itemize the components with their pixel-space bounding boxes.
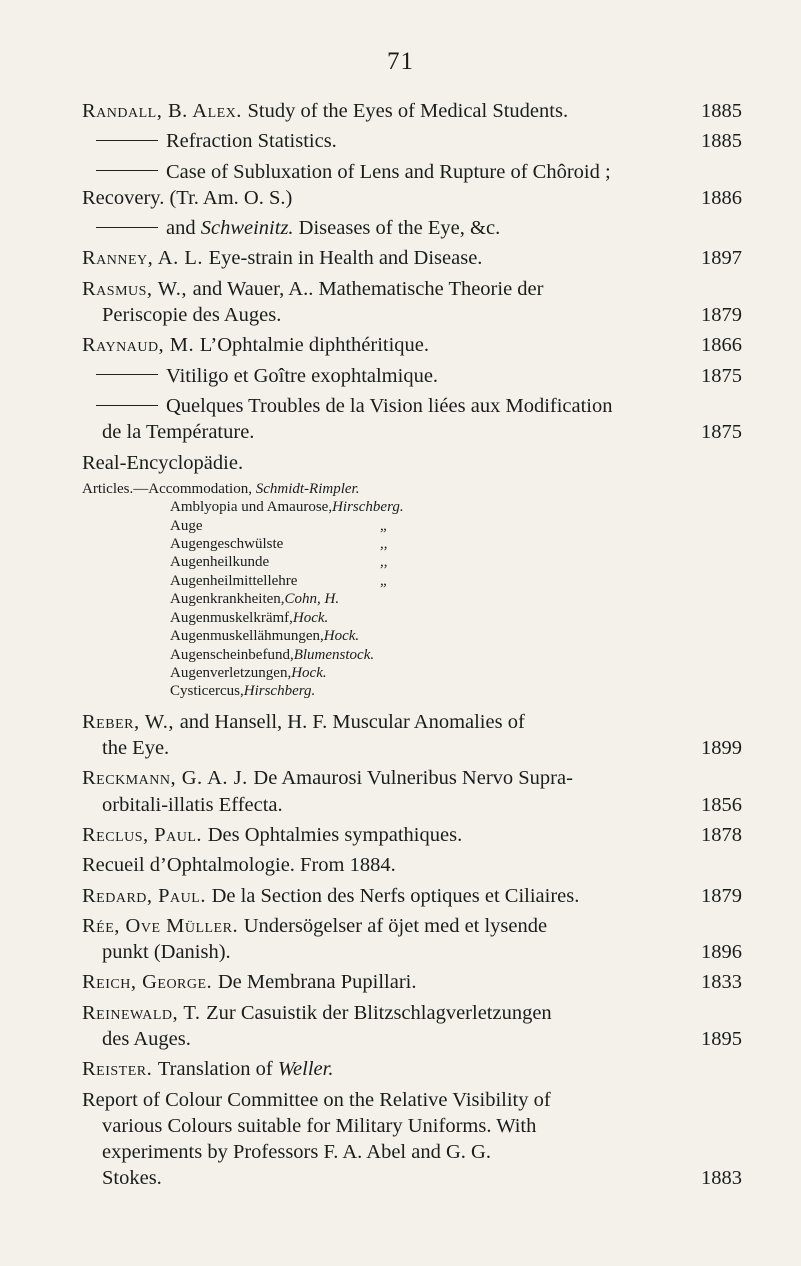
article-author: Hock. [292,609,329,626]
entry-text [102,302,691,328]
entry-line [82,735,742,761]
entry-title: and Hansell, H. F. Muscular Anomalies of [179,710,525,733]
entry-year: 1875 [701,421,742,444]
article-author: Hirschberg. [332,499,404,516]
entry-text [82,332,691,358]
article-item [82,682,742,700]
bibliography-entry [82,98,742,124]
entry-text [82,159,742,185]
entry-text [102,735,691,761]
entry-title-prefix: Translation of [157,1058,278,1081]
entry-text [102,1026,691,1052]
entry-title: Case of Subluxation of Lens and Rupture of Chôroid ; [166,160,611,183]
entry-title: De la Section des Nerfs optiques et Ciliaires. [211,884,580,907]
entry-title: Vitiligo et Goître exophtalmique. [166,364,439,387]
entry-author: Reclus, Paul. [82,823,208,846]
entry-title: Undersögelser af öjet med et lysende [243,914,548,937]
entry-line [82,1000,742,1026]
entry-title: Des Ophtalmies sympathiques. [207,823,463,846]
entry-line [82,419,742,445]
entry-year: 1896 [701,941,742,964]
article-author: Hock. [323,628,360,645]
entry-line [82,332,742,358]
entry-line [82,1056,742,1082]
article-item [82,535,742,553]
entry-text [82,450,742,476]
entry-title: Stokes. [102,1167,162,1190]
articles-heading-author: Schmidt-Rimpler. [255,480,360,497]
article-author: „ [380,572,387,589]
entry-title: De Amaurosi Vulneribus Nervo Supra- [253,767,573,790]
articles-heading [82,480,742,498]
article-item [82,609,742,627]
entry-author: Reinewald, T. [82,1001,207,1024]
bibliography-entry [82,852,742,878]
entry-text [82,883,691,909]
entry-title: Eye-strain in Health and Disease. [208,247,483,270]
entry-line [82,1165,742,1191]
entry-year: 1833 [701,971,742,994]
entry-line [82,128,742,154]
article-item [82,664,742,682]
articles-items [82,498,742,700]
article-author: Hock. [291,664,327,681]
entry-title: various Colours suitable for Military Uniforms. With [102,1114,537,1137]
entry-title: orbitali-illatis Effecta. [102,793,283,816]
bibliography-section-1 [82,98,742,476]
entry-year: 1879 [701,884,742,907]
entry-year: 1886 [701,186,742,209]
entry-title: experiments by Professors F. A. Abel and G. G. [102,1141,491,1164]
entry-text [102,1165,691,1191]
entry-italic: Schweinitz. [200,217,299,240]
article-item [82,572,742,590]
entry-line [82,1139,742,1165]
article-item [82,627,742,645]
bibliography-entry [82,363,742,389]
entry-year: 1879 [701,304,742,327]
entry-title: des Auges. [102,1028,191,1050]
bibliography-entry [82,709,742,762]
entry-title: and Wauer, A.. Mathematische Theorie der [192,277,544,300]
article-name: Amblyopia und Amaurose, [170,499,333,516]
entry-author: Raynaud, M. [82,334,200,357]
entry-author: Redard, Paul. [82,884,212,907]
entry-line [82,185,742,211]
entry-year: 1866 [701,334,742,357]
ditto-dash [96,374,158,375]
entry-text [82,245,691,271]
entry-line [82,913,742,939]
entry-author: Reich, George. [82,971,218,994]
entry-year: 1895 [701,1028,742,1050]
article-author: Hirschberg. [243,683,316,700]
entry-line [82,159,742,185]
bibliography-entry [82,245,742,271]
entry-year: 1897 [701,247,742,270]
entry-line [82,765,742,791]
entry-author: Reister. [82,1058,158,1081]
entry-line [82,822,742,848]
entry-author: Ranney, A. L. [82,247,209,270]
ditto-dash [96,227,158,228]
entry-title: Recovery. (Tr. Am. O. S.) [82,186,293,209]
bibliography-entry [82,276,742,329]
entry-line [82,98,742,124]
entry-text [102,1113,742,1139]
entry-author: Rée, Ove Müller. [82,914,244,937]
article-item [82,517,742,535]
bibliography-entry [82,913,742,966]
entry-text [82,215,742,241]
article-name: Augenmuskelkrämf, [170,609,293,626]
entry-line [82,215,742,241]
article-name: Augenheilkunde [170,554,270,571]
ditto-dash [96,140,158,141]
article-author: ,, [380,536,388,553]
entry-text [82,822,691,848]
entry-line [82,1087,742,1113]
article-author: „ [380,517,387,534]
entry-author: Reber, W., [82,710,180,733]
article-name: Cysticercus, [170,683,244,700]
ditto-dash [96,405,158,406]
bibliography-entry [82,332,742,358]
entry-text [82,363,691,389]
entry-title: L’Ophtalmie diphthéritique. [199,334,430,357]
article-name: Augengeschwülste [170,536,284,553]
entry-text [82,765,742,791]
bibliography-entry [82,159,742,212]
entry-text [82,1087,742,1113]
article-author: Blumenstock. [293,646,375,663]
entry-text [82,128,691,154]
entry-title: De Membrana Pupillari. [217,971,417,994]
bibliography-entry [82,128,742,154]
article-author: Cohn, H. [284,591,340,608]
entry-line [82,1113,742,1139]
article-item [82,646,742,664]
entry-text [102,419,691,445]
entry-line [82,883,742,909]
entry-year: 1885 [701,100,742,122]
article-item [82,590,742,608]
bibliography-entry [82,969,742,995]
article-name: Augenmuskellähmungen, [170,628,324,645]
article-name: Augenheilmittellehre [170,572,298,589]
bibliography-section-2 [82,709,742,1192]
entry-line [82,363,742,389]
entry-text [82,1000,742,1026]
entry-author: Reckmann, G. A. J. [82,767,254,790]
entry-text [82,969,691,995]
entry-title: punkt (Danish). [102,941,231,964]
entry-text [82,709,742,735]
article-item [82,498,742,516]
entry-author: Randall, B. Alex. [82,100,248,122]
entry-year: 1875 [701,364,742,387]
entry-line [82,1026,742,1052]
entry-italic: Weller. [277,1058,334,1081]
entry-title: Zur Casuistik der Blitzschlagverletzungen [206,1001,552,1024]
entry-title: Study of the Eyes of Medical Students. [247,100,569,122]
entry-line [82,709,742,735]
bibliography-entry [82,393,742,446]
entry-text [102,939,691,965]
entry-text [102,1139,742,1165]
entry-year: 1856 [701,793,742,816]
entry-line [82,792,742,818]
entry-line [82,302,742,328]
entry-text [102,792,691,818]
articles-heading-label: Articles.—Accommodation, [82,480,252,497]
entry-title: Periscopie des Auges. [102,304,282,327]
entry-title: Real-Encyclopädie. [82,451,244,474]
entry-text [82,913,742,939]
ditto-dash [96,170,158,171]
entry-title: Quelques Troubles de la Vision liées aux Modification [166,394,613,417]
entry-title-prefix: and [166,217,201,240]
entry-title: Diseases of the Eye, &c. [298,217,501,240]
article-name: Augenscheinbefund, [170,646,294,663]
bibliography-entry [82,215,742,241]
entry-text [82,276,742,302]
bibliography-entry [82,450,742,476]
entry-year: 1883 [701,1167,742,1190]
bibliography-entry [82,765,742,818]
entry-title: de la Température. [102,421,255,444]
entry-title: Refraction Statistics. [166,130,337,153]
entry-title: Recueil d’Ophtalmologie. From 1884. [82,854,396,877]
entry-author: Rasmus, W., [82,277,193,300]
entry-year: 1899 [701,737,742,760]
article-name: Augenverletzungen, [170,664,292,681]
entry-text [82,185,691,211]
entry-text [82,852,742,878]
article-name: Auge [170,517,203,534]
entry-line [82,245,742,271]
entry-line [82,450,742,476]
page-number: 71 [387,48,414,75]
bibliography-entry [82,1087,742,1192]
articles-sublist [82,480,742,701]
bibliography-entry [82,1000,742,1053]
bibliography-entry [82,1056,742,1082]
entry-text [82,393,742,419]
article-name: Augenkrankheiten, [170,591,285,608]
entry-year: 1885 [701,130,742,153]
entry-line [82,393,742,419]
entry-text [82,1056,742,1082]
bibliography-entry [82,883,742,909]
entry-title: the Eye. [102,737,170,760]
article-author: ,, [380,554,388,571]
bibliography-entry [82,822,742,848]
entry-line [82,939,742,965]
entry-line [82,276,742,302]
entry-line [82,852,742,878]
bibliography-list [82,98,742,1196]
article-item [82,553,742,571]
entry-line [82,969,742,995]
entry-year: 1878 [701,823,742,846]
entry-text [82,98,691,124]
entry-title: Report of Colour Committee on the Relative Visibility of [82,1088,551,1111]
